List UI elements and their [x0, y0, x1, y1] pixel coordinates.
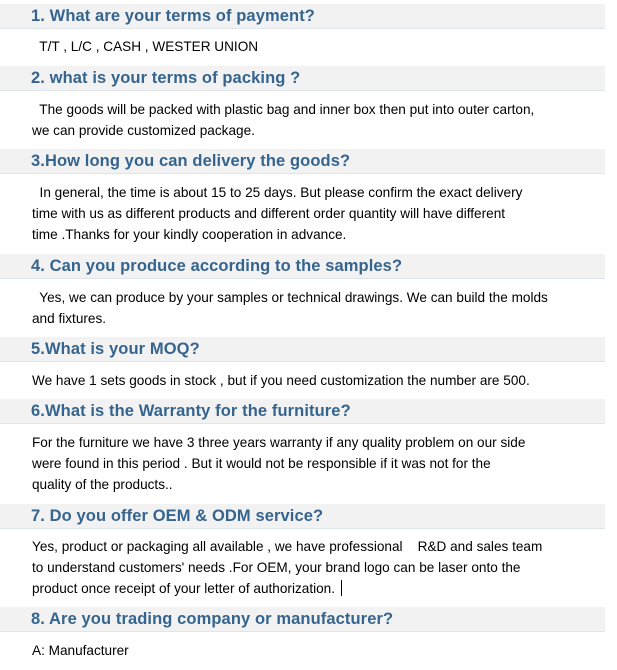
faq-answer-7	[32, 536, 604, 599]
answer-line-with-cursor	[32, 578, 604, 599]
faq-answer-3	[32, 182, 604, 245]
faq-question-5: 5.What is your MOQ?	[0, 337, 605, 362]
answer-line: A: Manufacturer	[32, 643, 129, 658]
text-cursor	[341, 580, 342, 596]
answer-line: Yes, we can produce by your samples or technical drawings. We can build the molds	[32, 290, 548, 305]
answer-line: time with us as different products and different order quantity will have different	[32, 206, 506, 221]
faq-question-7: 7. Do you offer OEM & ODM service?	[0, 504, 605, 529]
answer-line: time .Thanks for your kindly cooperation in advance.	[32, 227, 347, 242]
faq-question-2: 2. what is your terms of packing ?	[0, 66, 605, 91]
answer-line-text: product once receipt of your letter of authorization.	[32, 581, 336, 596]
answer-line: For the furniture we have 3 three years warranty if any quality problem on our side	[32, 435, 526, 450]
faq-answer-2	[32, 99, 604, 141]
answer-line: T/T , L/C , CASH , WESTER UNION	[32, 39, 259, 54]
answer-line: Yes, product or packaging all available , we have professional R&D and sales team	[32, 539, 543, 554]
answer-line: and fixtures.	[32, 311, 107, 326]
answer-line: quality of the products..	[32, 477, 173, 492]
faq-answer-6	[32, 432, 604, 495]
answer-line: The goods will be packed with plastic bag and inner box then put into outer carton,	[32, 102, 535, 117]
faq-answer-4	[32, 287, 604, 329]
faq-question-6: 6.What is the Warranty for the furniture?	[0, 399, 605, 424]
answer-line: In general, the time is about 15 to 25 days. But please confirm the exact delivery	[32, 185, 523, 200]
answer-line: were found in this period . But it would not be responsible if it was not for the	[32, 456, 491, 471]
answer-line: to understand customers' needs .For OEM, your brand logo can be laser onto the	[32, 560, 521, 575]
faq-answer-1	[32, 36, 604, 57]
faq-answer-8	[32, 640, 604, 661]
answer-line: we can provide customized package.	[32, 123, 255, 138]
faq-question-3: 3.How long you can delivery the goods?	[0, 149, 605, 174]
faq-question-8: 8. Are you trading company or manufacturer?	[0, 607, 605, 632]
faq-answer-5	[32, 370, 604, 391]
faq-question-1: 1. What are your terms of payment?	[0, 4, 605, 29]
answer-line: We have 1 sets goods in stock , but if you need customization the number are 500.	[32, 373, 530, 388]
faq-question-4: 4. Can you produce according to the samples?	[0, 254, 605, 279]
